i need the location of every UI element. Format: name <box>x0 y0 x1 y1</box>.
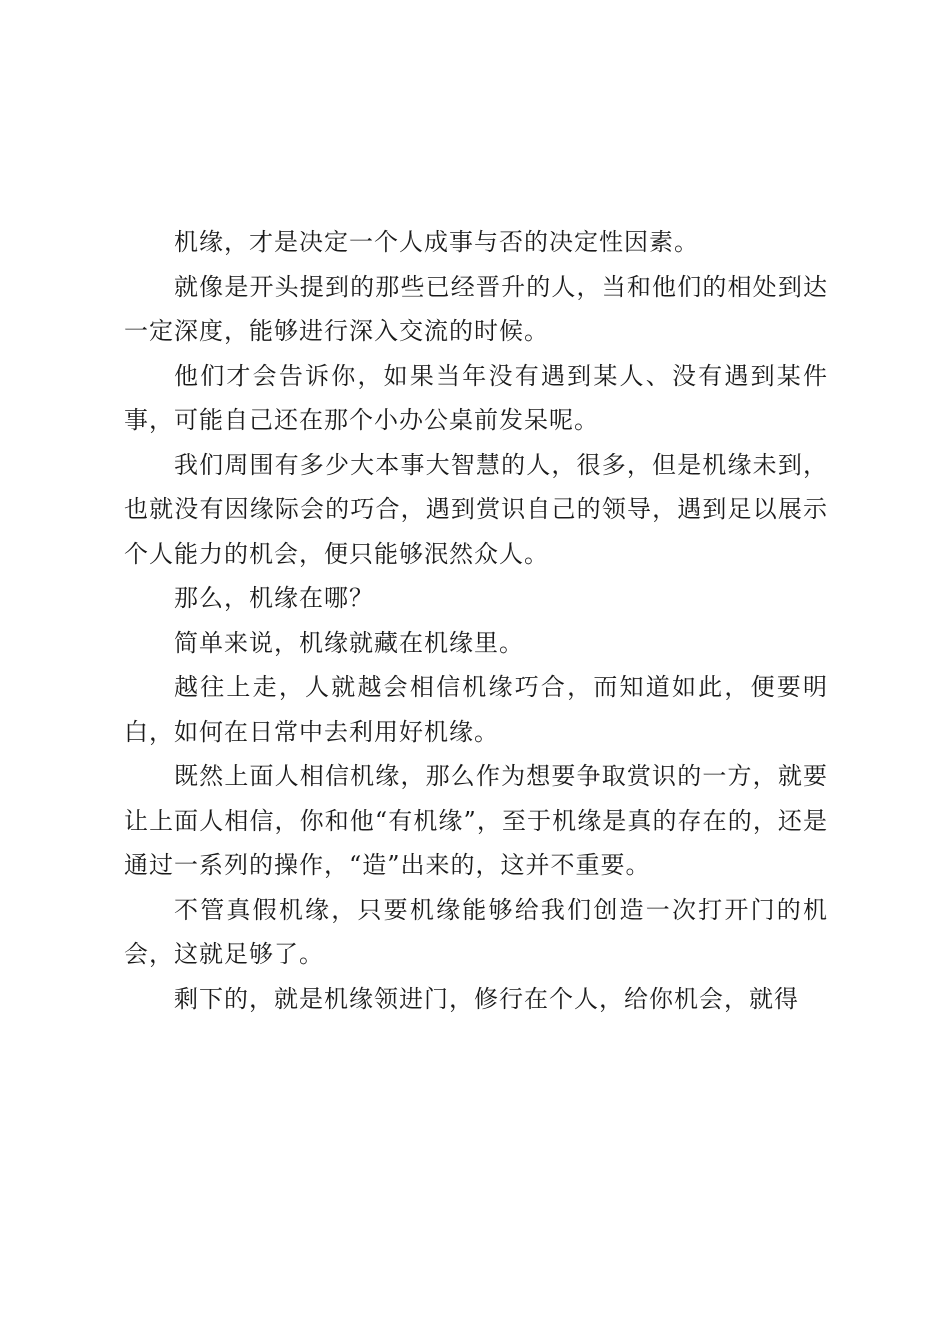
paragraph-3: 他们才会告诉你，如果当年没有遇到某人、没有遇到某件事，可能自己还在那个小办公桌前发呆呢。 <box>124 361 828 434</box>
paragraph-7: 越往上走，人就越会相信机缘巧合，而知道如此，便要明白，如何在日常中去利用好机缘。 <box>124 673 828 746</box>
paragraph-6: 简单来说，机缘就藏在机缘里。 <box>174 628 524 657</box>
paragraph-9: 不管真假机缘，只要机缘能够给我们创造一次打开门的机会，这就足够了。 <box>124 895 828 968</box>
paragraph-2: 就像是开头提到的那些已经晋升的人，当和他们的相处到达一定深度，能够进行深入交流的时候。 <box>124 272 828 345</box>
document-body <box>124 220 828 1021</box>
paragraph-1: 机缘，才是决定一个人成事与否的决定性因素。 <box>174 228 699 256</box>
paragraph-4: 我们周围有多少大本事大智慧的人，很多，但是机缘未到，也就没有因缘际会的巧合，遇到赏识自己的领导，遇到足以展示个人能力的机会，便只能够泯然众人。 <box>124 450 828 568</box>
paragraph-5: 那么，机缘在哪？ <box>174 584 374 612</box>
paragraph-10: 剩下的，就是机缘领进门，修行在个人，给你机会，就得 <box>174 984 799 1013</box>
paragraph-8: 既然上面人相信机缘，那么作为想要争取赏识的一方，就要让上面人相信，你和他“有机缘”，至于机缘是真的存在的，还是通过一系列的操作，“造”出来的，这并不重要。 <box>124 762 828 879</box>
